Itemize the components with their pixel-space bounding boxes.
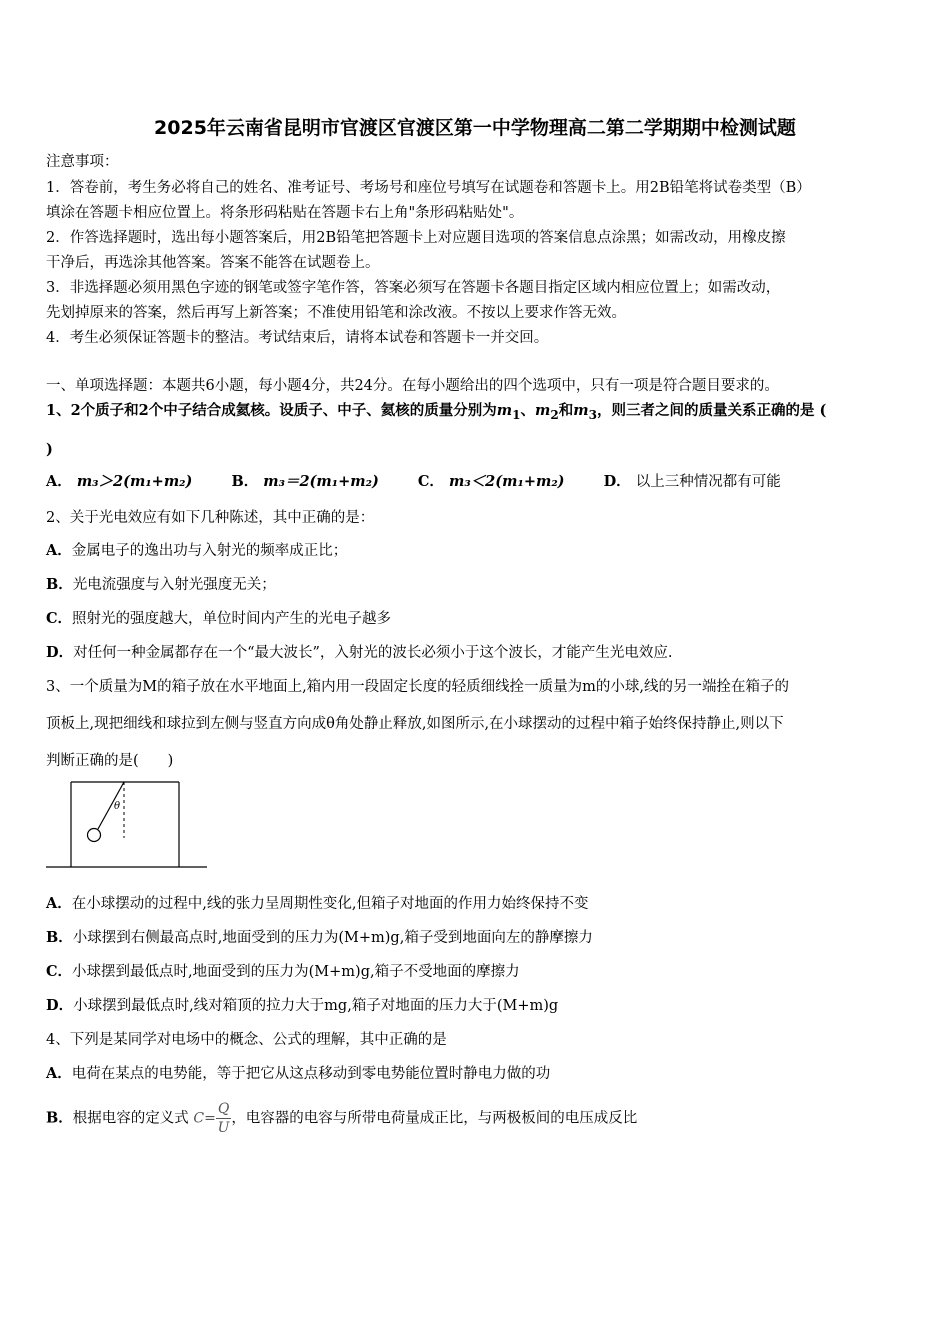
q1-stem-tail: ，则三者之间的质量关系正确的是 ( <box>597 402 827 419</box>
q2-stem: 2、关于光电效应有如下几种陈述，其中正确的是： <box>46 510 375 526</box>
string-line <box>98 782 124 829</box>
fraction-numerator: Q <box>217 1101 230 1117</box>
option-a[interactable] <box>46 472 192 492</box>
notice-line: 4．考生必须保证答题卡的整洁。考试结束后，请将本试卷和答题卡一并交回。 <box>46 330 549 346</box>
conjunction: 和 <box>558 402 574 419</box>
var-m2: m <box>535 402 551 419</box>
q1-stem <box>46 401 826 425</box>
q1-options <box>46 472 815 492</box>
page-title: 2025年云南省昆明市官渡区官渡区第一中学物理高二第二学期期中检测试题 <box>154 117 796 139</box>
option-text: ，电容器的电容与所带电荷量成正比，与两极板间的电压成反比 <box>231 1110 638 1127</box>
option-text: 小球摆到最低点时,线对箱顶的拉力大于mg,箱子对地面的压力大于(M+m)g <box>73 998 559 1014</box>
sub-2: 2 <box>550 407 559 422</box>
option-a[interactable] <box>46 894 588 914</box>
option-text: 金属电子的逸出功与入射光的频率成正比； <box>71 543 348 559</box>
option-label: C． <box>417 473 444 490</box>
option-text: 小球摆到最低点时,地面受到的压力为(M+m)g,箱子不受地面的摩擦力 <box>72 964 520 980</box>
sub-3: 3 <box>588 407 598 422</box>
notice-line: 3．非选择题必须用黑色字迹的钢笔或签字笔作答，答案必须写在答题卡各题目指定区域内相应位置上；如需改动， <box>46 280 781 296</box>
notice-line: 1．答卷前，考生务必将自己的姓名、准考证号、考场号和座位号填写在试题卷和答题卡上。用2B铅笔将试卷类型（B） <box>46 180 811 196</box>
option-text: 根据电容的定义式 <box>72 1110 189 1127</box>
option-label: D． <box>46 997 74 1014</box>
option-text: 照射光的强度越大，单位时间内产生的光电子越多 <box>72 611 392 627</box>
option-text: 对任何一种金属都存在一个“最大波长”，入射光的波长必须小于这个波长，才能产生光电效应. <box>73 645 673 661</box>
notice-line: 干净后，再选涂其他答案。答案不能答在试题卷上。 <box>46 255 380 271</box>
notice-line: 先划掉原来的答案，然后再写上新答案；不准使用铅笔和涂改液。不按以上要求作答无效。 <box>46 305 626 321</box>
sub-1: 1 <box>512 407 521 422</box>
option-b[interactable] <box>231 472 378 492</box>
separator: 、 <box>520 402 536 419</box>
option-text: m₃＜2(m₁+m₂) <box>448 473 565 490</box>
option-d[interactable] <box>46 643 673 663</box>
option-c[interactable] <box>46 609 391 629</box>
option-a[interactable] <box>46 541 347 561</box>
q3-stem-line: 顶板上,现把细线和球拉到左侧与竖直方向成θ角处静止释放,如图所示,在小球摆动的过程中箱子始终保持静止,则以下 <box>46 716 784 732</box>
fraction-denominator: U <box>217 1120 230 1136</box>
var-m3: m <box>573 402 589 419</box>
formula-c: C <box>193 1110 205 1127</box>
option-label: D． <box>46 644 74 661</box>
section-heading: 一、单项选择题：本题共6小题，每小题4分，共24分。在每小题给出的四个选项中，只有一项是符合题目要求的。 <box>46 378 779 394</box>
notice-line: 2．作答选择题时，选出每小题答案后，用2B铅笔把答题卡上对应题目选项的答案信息点涂黑；如需改动，用橡皮擦 <box>46 230 786 246</box>
q3-stem-line: 3、一个质量为M的箱子放在水平地面上,箱内用一段固定长度的轻质细线拴一质量为m的小球,线的另一端拴在箱子的 <box>46 679 790 695</box>
q3-stem-line: 判断正确的是( ) <box>46 753 174 769</box>
option-label: B． <box>46 1109 73 1127</box>
formula-equals: = <box>204 1110 216 1127</box>
option-b[interactable] <box>46 575 276 595</box>
formula-fraction <box>216 1100 231 1137</box>
option-label: B． <box>46 576 73 593</box>
option-label: A． <box>46 895 72 912</box>
option-label: C． <box>46 610 73 627</box>
option-label: B． <box>46 929 73 946</box>
option-label: A． <box>46 1065 72 1082</box>
pendulum-box-figure <box>44 780 214 872</box>
option-text: 以上三种情况都有可能 <box>635 474 781 490</box>
q4-stem: 4、下列是某同学对电场中的概念、公式的理解，其中正确的是 <box>46 1032 447 1048</box>
notice-line: 填涂在答题卡相应位置上。将条形码粘贴在答题卡右上角"条形码粘贴处"。 <box>46 205 524 221</box>
option-b[interactable] <box>46 1100 637 1137</box>
option-d[interactable] <box>604 472 781 492</box>
option-label: C． <box>46 963 73 980</box>
theta-label: θ <box>114 801 121 812</box>
option-text: m₃＝2(m₁+m₂) <box>263 473 379 490</box>
option-d[interactable] <box>46 996 558 1016</box>
option-text: 小球摆到右侧最高点时,地面受到的压力为(M+m)g,箱子受到地面向左的静摩擦力 <box>72 930 593 946</box>
option-label: B． <box>231 473 259 490</box>
option-c[interactable] <box>46 962 520 982</box>
ball <box>88 829 101 842</box>
option-text: m₃＞2(m₁+m₂) <box>76 473 193 490</box>
q1-paren-close: ) <box>46 441 53 458</box>
option-label: A． <box>46 473 72 490</box>
option-text: 在小球摆动的过程中,线的张力呈周期性变化,但箱子对地面的作用力始终保持不变 <box>71 896 589 912</box>
notice-heading: 注意事项： <box>46 154 119 170</box>
var-m1: m <box>496 402 513 419</box>
option-label: D． <box>603 473 631 490</box>
q1-stem-text: 1、2个质子和2个中子结合成氦核。设质子、中子、氦核的质量分别为 <box>46 402 497 419</box>
option-a[interactable] <box>46 1064 550 1084</box>
option-text: 电荷在某点的电势能，等于把它从这点移动到零电势能位置时静电力做的功 <box>71 1066 551 1082</box>
option-text: 光电流强度与入射光强度无关； <box>72 577 276 593</box>
option-label: A． <box>46 542 72 559</box>
option-c[interactable] <box>418 472 565 492</box>
option-b[interactable] <box>46 928 593 948</box>
